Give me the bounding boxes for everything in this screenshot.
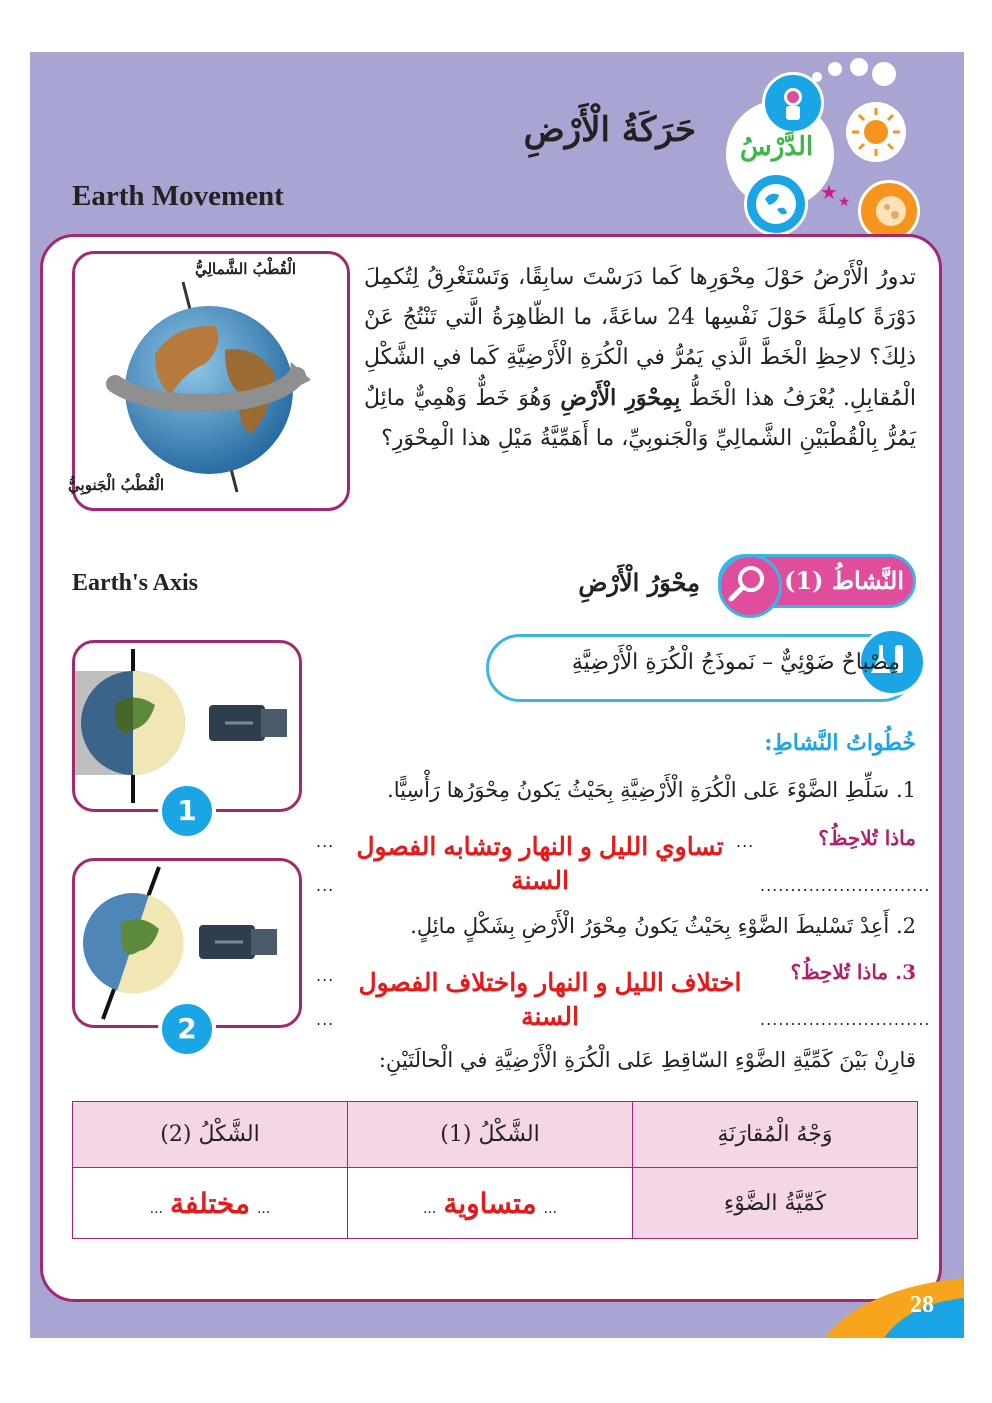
page-title-english: Earth Movement <box>72 180 284 212</box>
decor-dot <box>850 58 868 76</box>
question-1: ماذا تُلاحِظُ؟ <box>818 826 916 850</box>
answer-dots: ... <box>316 966 335 985</box>
lesson-label: الدَّرْسُ <box>740 132 814 162</box>
cell-dots: ... <box>149 1200 164 1217</box>
page-number: 28 <box>910 1292 934 1318</box>
sun-icon <box>846 102 906 162</box>
decor-dot <box>828 62 842 76</box>
table-row <box>73 1168 918 1239</box>
answer-dots: ... <box>316 876 335 895</box>
question-2: 3. ماذا تُلاحِظُ؟ <box>790 960 916 984</box>
intro-text: وَهُوَ خَطٌّ وَهْمِيٌّ مائِلٌ يَمُرُّ بِالْقُطْبَيْنِ الشَّمالِيِّ وَالْجَنوبِيِّ، ما أَهَمِّيَّةُ مَيْلِ هذا الْمِحْوَرِ؟ <box>364 386 916 451</box>
table-header-row <box>73 1102 918 1168</box>
north-pole-label: الْقُطْبُ الشَّمالِيُّ <box>194 260 296 278</box>
answer-dots: ............................ <box>760 1010 931 1029</box>
globe-icon <box>744 172 808 236</box>
astronaut-icon <box>762 72 824 134</box>
star-icon: ★ <box>838 194 851 210</box>
answer-dots: ... <box>316 832 335 851</box>
step-1: 1. سَلِّطِ الضَّوْءَ عَلى الْكُرَةِ الْأَرْضِيَّةِ بِحَيْثُ يَكونُ مِحْوَرُها رَأْسِيًّا. <box>387 778 916 802</box>
star-icon: ★ <box>820 180 838 204</box>
steps-heading: خُطُواتُ النَّشاطِ: <box>764 730 916 756</box>
cell-dots: ... <box>422 1200 437 1217</box>
magnifier-icon <box>718 554 782 618</box>
answer-1: تساوي الليل و النهار وتشابه الفصول السنة <box>356 833 724 895</box>
activity-label: النَّشاطُ (1) <box>784 566 904 595</box>
earth-axis-illustration <box>75 254 347 508</box>
cell-dots: ... <box>543 1200 557 1217</box>
answer-dots: ............................ <box>760 876 931 895</box>
page-corner <box>824 1274 964 1338</box>
south-pole-label: الْقُطْبُ الْجَنوبِيُّ <box>68 476 164 494</box>
row-label: كَمِّيَّةُ الضَّوْءِ <box>633 1168 918 1239</box>
moon-icon <box>858 180 920 242</box>
intro-paragraph <box>364 258 916 459</box>
step-2: 2. أَعِدْ تَسْليطَ الضَّوْءِ بِحَيْثُ يَكونُ مِحْوَرُ الْأَرْضِ بِشَكْلٍ مائِلٍ. <box>410 914 916 938</box>
page-title: حَرَكَةُ الْأَرْضِ <box>523 110 696 150</box>
answer-dots: ... <box>736 832 755 851</box>
value-figure-1: متساوية <box>443 1187 537 1219</box>
decor-dot <box>872 62 896 86</box>
globe-figure <box>72 251 350 511</box>
earth-axis-term: بِمِحْوَرِ الْأَرْضِ <box>560 385 681 411</box>
figure-number-2: 2 <box>158 1000 216 1058</box>
compare-instruction: قارِنْ بَيْنَ كَمِّيَّةِ الضَّوْءِ السّاقِطِ عَلى الْكُرَةِ الْأَرْضِيَّةِ في الْحالَتَيْنِ: <box>378 1048 916 1072</box>
cell-dots: ... <box>256 1200 271 1217</box>
header-figure-2: الشَّكْلُ (2) <box>73 1102 348 1168</box>
answer-2: اختلاف الليل و النهار واختلاف الفصول السنة <box>358 969 742 1031</box>
header-aspect: وَجْهُ الْمُقارَنَةِ <box>633 1102 918 1168</box>
answer-dots: ... <box>316 1010 335 1029</box>
activity-title: مِحْوَرُ الْأَرْضِ <box>578 568 700 597</box>
section-heading-english: Earth's Axis <box>72 570 199 596</box>
cell-figure-2 <box>73 1168 348 1239</box>
tools-list: مِصْباحٌ ضَوْئِيٌّ – نَموذَجُ الْكُرَةِ الْأَرْضِيَّةِ <box>571 650 900 675</box>
figure-number-1: 1 <box>158 782 216 840</box>
cell-figure-1 <box>348 1168 633 1239</box>
value-figure-2: مختلفة <box>170 1187 250 1219</box>
header-figure-1: الشَّكْلُ (1) <box>348 1102 633 1168</box>
comparison-table <box>72 1101 918 1239</box>
intro-text: تدورُ الْأَرْضُ حَوْلَ مِحْوَرِها كَما دَرَسْتَ سابِقًا، وَتَسْتَغْرِقُ لِتُكمِلَ دَوْرَةً كامِلَةً حَوْلَ نَفْسِها 24 ساعَةً، ما الظّاهِرَةُ الَّتي تَنْتُجُ عَنْ ذلِكَ؟ لاحِظِ الْخَطَّ الَّذي يَمُرُّ في الْكُرَةِ الْأَرْضِيَّةِ كَما في الشَّكْلِ الْمُقابِلِ. يُعْرَفُ هذا الْخَطُّ <box>364 265 916 411</box>
